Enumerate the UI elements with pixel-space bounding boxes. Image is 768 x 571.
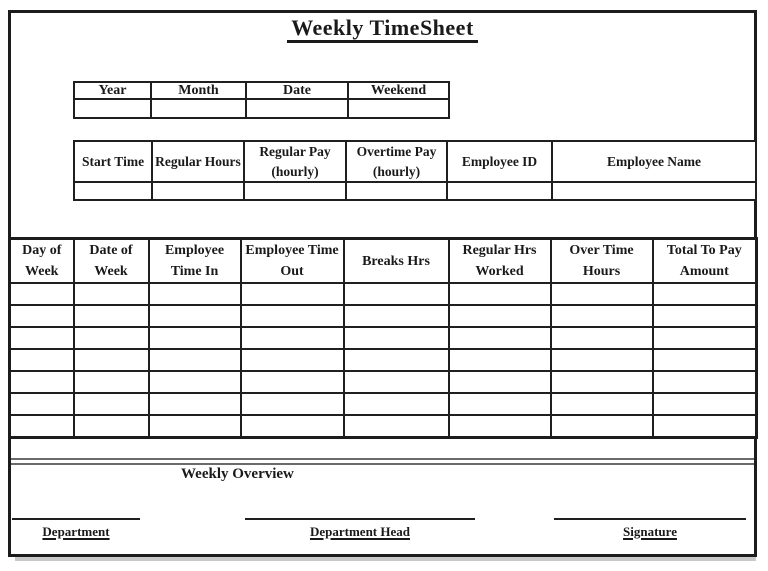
- timesheet-cell: [149, 415, 241, 438]
- regular-pay-header: Regular Pay (hourly): [244, 141, 346, 182]
- regular-pay-cell: [244, 182, 346, 200]
- timesheet-cell: [344, 327, 449, 349]
- employee-name-cell: [552, 182, 756, 200]
- timesheet-cell: [449, 415, 551, 438]
- employee-id-header: Employee ID: [447, 141, 552, 182]
- employee-info-header-row: [74, 141, 756, 182]
- weekly-timesheet-table: [8, 237, 758, 439]
- timesheet-cell: [149, 327, 241, 349]
- date-info-header-row: [74, 82, 449, 99]
- timesheet-cell: [653, 393, 757, 415]
- date-info-value-row: [74, 99, 449, 118]
- timesheet-cell: [241, 393, 344, 415]
- department-label: Department: [42, 524, 110, 539]
- timesheet-cell: [449, 371, 551, 393]
- day-of-week-header: Day of Week: [10, 239, 74, 284]
- timesheet-cell: [653, 283, 757, 305]
- regular-hours-header: Regular Hours: [152, 141, 244, 182]
- timesheet-cell: [10, 327, 74, 349]
- timesheet-cell: [241, 305, 344, 327]
- weekend-cell: [348, 99, 449, 118]
- timesheet-row: [10, 283, 757, 305]
- timesheet-cell: [149, 371, 241, 393]
- timesheet-row: [10, 305, 757, 327]
- timesheet-cell: [449, 393, 551, 415]
- weekly-overview-label: Weekly Overview: [181, 466, 294, 482]
- overtime-pay-header: Overtime Pay (hourly): [346, 141, 447, 182]
- timesheet-cell: [74, 327, 149, 349]
- timesheet-cell: [149, 305, 241, 327]
- date-info-table: [73, 81, 450, 119]
- department-signature-line: [12, 518, 140, 541]
- timesheet-cell: [344, 371, 449, 393]
- timesheet-cell: [74, 415, 149, 438]
- total-to-pay-header: Total To Pay Amount: [653, 239, 757, 284]
- overtime-pay-cell: [346, 182, 447, 200]
- timesheet-cell: [10, 415, 74, 438]
- employee-id-cell: [447, 182, 552, 200]
- month-header: Month: [151, 82, 246, 99]
- timesheet-cell: [241, 327, 344, 349]
- signature-label: Signature: [623, 524, 677, 539]
- timesheet-cell: [653, 305, 757, 327]
- timesheet-cell: [74, 283, 149, 305]
- timesheet-cell: [449, 327, 551, 349]
- timesheet-cell: [653, 371, 757, 393]
- timesheet-cell: [10, 305, 74, 327]
- timesheet-cell: [653, 415, 757, 438]
- employee-name-header: Employee Name: [552, 141, 756, 182]
- date-cell: [246, 99, 348, 118]
- breaks-hrs-header: Breaks Hrs: [344, 239, 449, 284]
- timesheet-cell: [344, 305, 449, 327]
- timesheet-row: [10, 393, 757, 415]
- timesheet-cell: [241, 415, 344, 438]
- department-head-label: Department Head: [309, 524, 410, 539]
- timesheet-cell: [241, 371, 344, 393]
- timesheet-cell: [449, 283, 551, 305]
- timesheet-row: [10, 415, 757, 438]
- signature-line: [554, 518, 746, 541]
- timesheet-cell: [149, 349, 241, 371]
- department-head-signature-line: [245, 518, 475, 541]
- page-title: [11, 15, 754, 43]
- regular-hours-cell: [152, 182, 244, 200]
- double-rule-divider: [11, 458, 754, 465]
- timesheet-cell: [653, 327, 757, 349]
- timesheet-cell: [551, 349, 653, 371]
- timesheet-cell: [551, 371, 653, 393]
- timesheet-cell: [653, 349, 757, 371]
- over-time-hours-header: Over Time Hours: [551, 239, 653, 284]
- timesheet-row: [10, 349, 757, 371]
- timesheet-cell: [74, 305, 149, 327]
- timesheet-cell: [551, 305, 653, 327]
- timesheet-cell: [344, 283, 449, 305]
- time-in-header: Employee Time In: [149, 239, 241, 284]
- employee-info-table: [73, 140, 757, 201]
- year-header: Year: [74, 82, 151, 99]
- timesheet-cell: [10, 371, 74, 393]
- timesheet-cell: [149, 393, 241, 415]
- employee-info-value-row: [74, 182, 756, 200]
- year-cell: [74, 99, 151, 118]
- timesheet-cell: [74, 371, 149, 393]
- timesheet-cell: [551, 415, 653, 438]
- page-border: [8, 10, 757, 557]
- timesheet-row: [10, 371, 757, 393]
- timesheet-cell: [74, 349, 149, 371]
- month-cell: [151, 99, 246, 118]
- timesheet-cell: [551, 393, 653, 415]
- timesheet-cell: [344, 415, 449, 438]
- weekend-header: Weekend: [348, 82, 449, 99]
- timesheet-cell: [10, 349, 74, 371]
- start-time-header: Start Time: [74, 141, 152, 182]
- date-header: Date: [246, 82, 348, 99]
- regular-hrs-worked-header: Regular Hrs Worked: [449, 239, 551, 284]
- timesheet-cell: [449, 349, 551, 371]
- start-time-cell: [74, 182, 152, 200]
- timesheet-cell: [551, 327, 653, 349]
- timesheet-cell: [449, 305, 551, 327]
- timesheet-cell: [551, 283, 653, 305]
- timesheet-cell: [74, 393, 149, 415]
- timesheet-row: [10, 327, 757, 349]
- timesheet-cell: [344, 349, 449, 371]
- date-of-week-header: Date of Week: [74, 239, 149, 284]
- timesheet-header-row: [10, 239, 757, 284]
- page-title-text: Weekly TimeSheet: [287, 15, 478, 43]
- timesheet-cell: [344, 393, 449, 415]
- timesheet-cell: [10, 393, 74, 415]
- timesheet-cell: [149, 283, 241, 305]
- timesheet-cell: [241, 349, 344, 371]
- timesheet-cell: [10, 283, 74, 305]
- timesheet-cell: [241, 283, 344, 305]
- time-out-header: Employee Time Out: [241, 239, 344, 284]
